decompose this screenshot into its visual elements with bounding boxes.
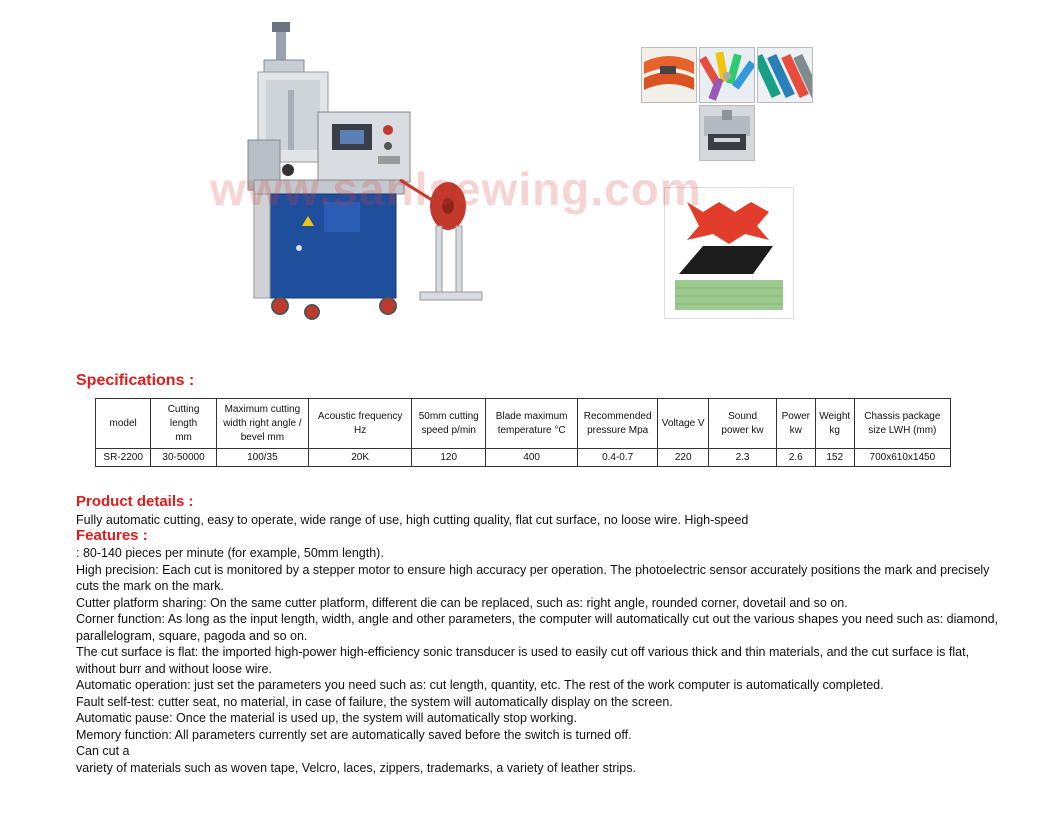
product-details-text: Fully automatic cutting, easy to operate, wide range of use, high cutting quality, flat cut surface, no loose wire. High-speed	[76, 513, 749, 527]
table-row	[96, 449, 951, 467]
header-text: Chassis package	[864, 410, 941, 422]
table-header-cell	[486, 399, 578, 449]
table-header-cell	[151, 399, 217, 449]
header-text: 50mm cutting	[418, 410, 479, 422]
table-cell: 2.6	[776, 449, 815, 467]
header-text: Weight	[819, 410, 851, 422]
header-text: Blade maximum	[495, 410, 568, 422]
table-cell: 220	[658, 449, 709, 467]
table-cell: 2.3	[709, 449, 777, 467]
orange-strap-sample-photo	[641, 47, 697, 103]
table-header-cell	[96, 399, 151, 449]
feature-line: Automatic operation: just set the parameters you need such as: cut length, quantity, etc. The rest of the work computer is automatically completed.	[76, 678, 884, 692]
table-cell: 700x610x1450	[854, 449, 950, 467]
feature-line: variety of materials such as woven tape, Velcro, laces, zippers, trademarks, a variety of leather strips.	[76, 760, 636, 775]
table-header-cell	[815, 399, 854, 449]
header-text: Power	[781, 410, 810, 422]
feature-line: : 80-140 pieces per minute (for example, 50mm length).	[76, 546, 384, 560]
header-text: size LWH (mm)	[868, 424, 937, 436]
header-text: Maximum cutting	[224, 403, 301, 415]
table-cell: 20K	[308, 449, 411, 467]
specifications-heading: Specifications :	[76, 372, 195, 389]
table-body	[96, 449, 951, 467]
watermark: www.sanlsewing.com	[210, 163, 702, 215]
velcro-shapes-sample-photo	[664, 187, 794, 319]
feature-line: Corner function: As long as the input length, width, angle and other parameters, the computer will automatically cut out the various shapes you need such as: diamond, parallelogram, square, pagoda and so on.	[76, 612, 999, 643]
header-text: power kw	[721, 424, 764, 436]
table-cell: 0.4-0.7	[578, 449, 658, 467]
table-cell: 30-50000	[151, 449, 217, 467]
table-cell: 400	[486, 449, 578, 467]
table-header-cell	[709, 399, 777, 449]
header-text: Cutting length	[167, 403, 200, 429]
header-text: Voltage V	[661, 417, 705, 429]
webbing-sample-photo	[757, 47, 813, 103]
header-text: kg	[829, 424, 840, 436]
table-header-cell	[216, 399, 308, 449]
header-text: Hz	[354, 424, 367, 436]
header-text: pressure Mpa	[587, 424, 649, 436]
table-header-cell	[308, 399, 411, 449]
table-cell: 120	[412, 449, 486, 467]
header-text: Sound	[728, 410, 758, 422]
table-cell: 100/35	[216, 449, 308, 467]
table-header-cell	[658, 399, 709, 449]
table-cell: SR-2200	[96, 449, 151, 467]
feature-line: Can cut a	[76, 744, 130, 758]
table-header-cell	[776, 399, 815, 449]
feature-line: Memory function: All parameters currently set are automatically saved before the switch is turned off.	[76, 727, 632, 742]
cutter-closeup-photo	[699, 105, 755, 161]
header-text: mm	[175, 431, 192, 443]
table-header-cell	[578, 399, 658, 449]
features-list	[76, 545, 1006, 776]
header-text: bevel mm	[240, 431, 285, 443]
table-header-cell	[412, 399, 486, 449]
header-text: temperature °C	[497, 424, 566, 436]
feature-line: High precision: Each cut is monitored by a stepper motor to ensure high accuracy per operation. The photoelectric sensor accurately positions the mark and precisely cuts the mark on the mark.	[76, 562, 990, 593]
table-header-row	[96, 399, 951, 449]
header-text: Acoustic frequency	[317, 410, 403, 422]
feature-line: The cut surface is flat: the imported high-power high-efficiency sonic transducer is used to easily cut off various thick and thin materials, and the cut surface is flat, without burr and without loose wire.	[76, 645, 970, 676]
header-text: Recommended	[583, 410, 652, 422]
table-header-cell	[854, 399, 950, 449]
header-text: model	[109, 417, 137, 429]
header-text: speed p/min	[421, 424, 476, 436]
machine-photo	[228, 20, 493, 320]
header-text: width right angle /	[223, 417, 302, 429]
feature-line: Cutter platform sharing: On the same cutter platform, different die can be replaced, such as: right angle, rounded corner, dovetail and so on.	[76, 595, 848, 610]
colored-tags-sample-photo	[699, 47, 755, 103]
table-cell: 152	[815, 449, 854, 467]
product-details-heading: Product details :	[76, 493, 194, 510]
specifications-table	[95, 398, 951, 467]
feature-line: Fault self-test: cutter seat, no material, in case of failure, the system will automatically display on the screen.	[76, 694, 673, 709]
feature-line: Automatic pause: Once the material is used up, the system will automatically stop working.	[76, 711, 577, 725]
header-text: kw	[789, 424, 802, 436]
features-heading: Features :	[76, 527, 148, 544]
